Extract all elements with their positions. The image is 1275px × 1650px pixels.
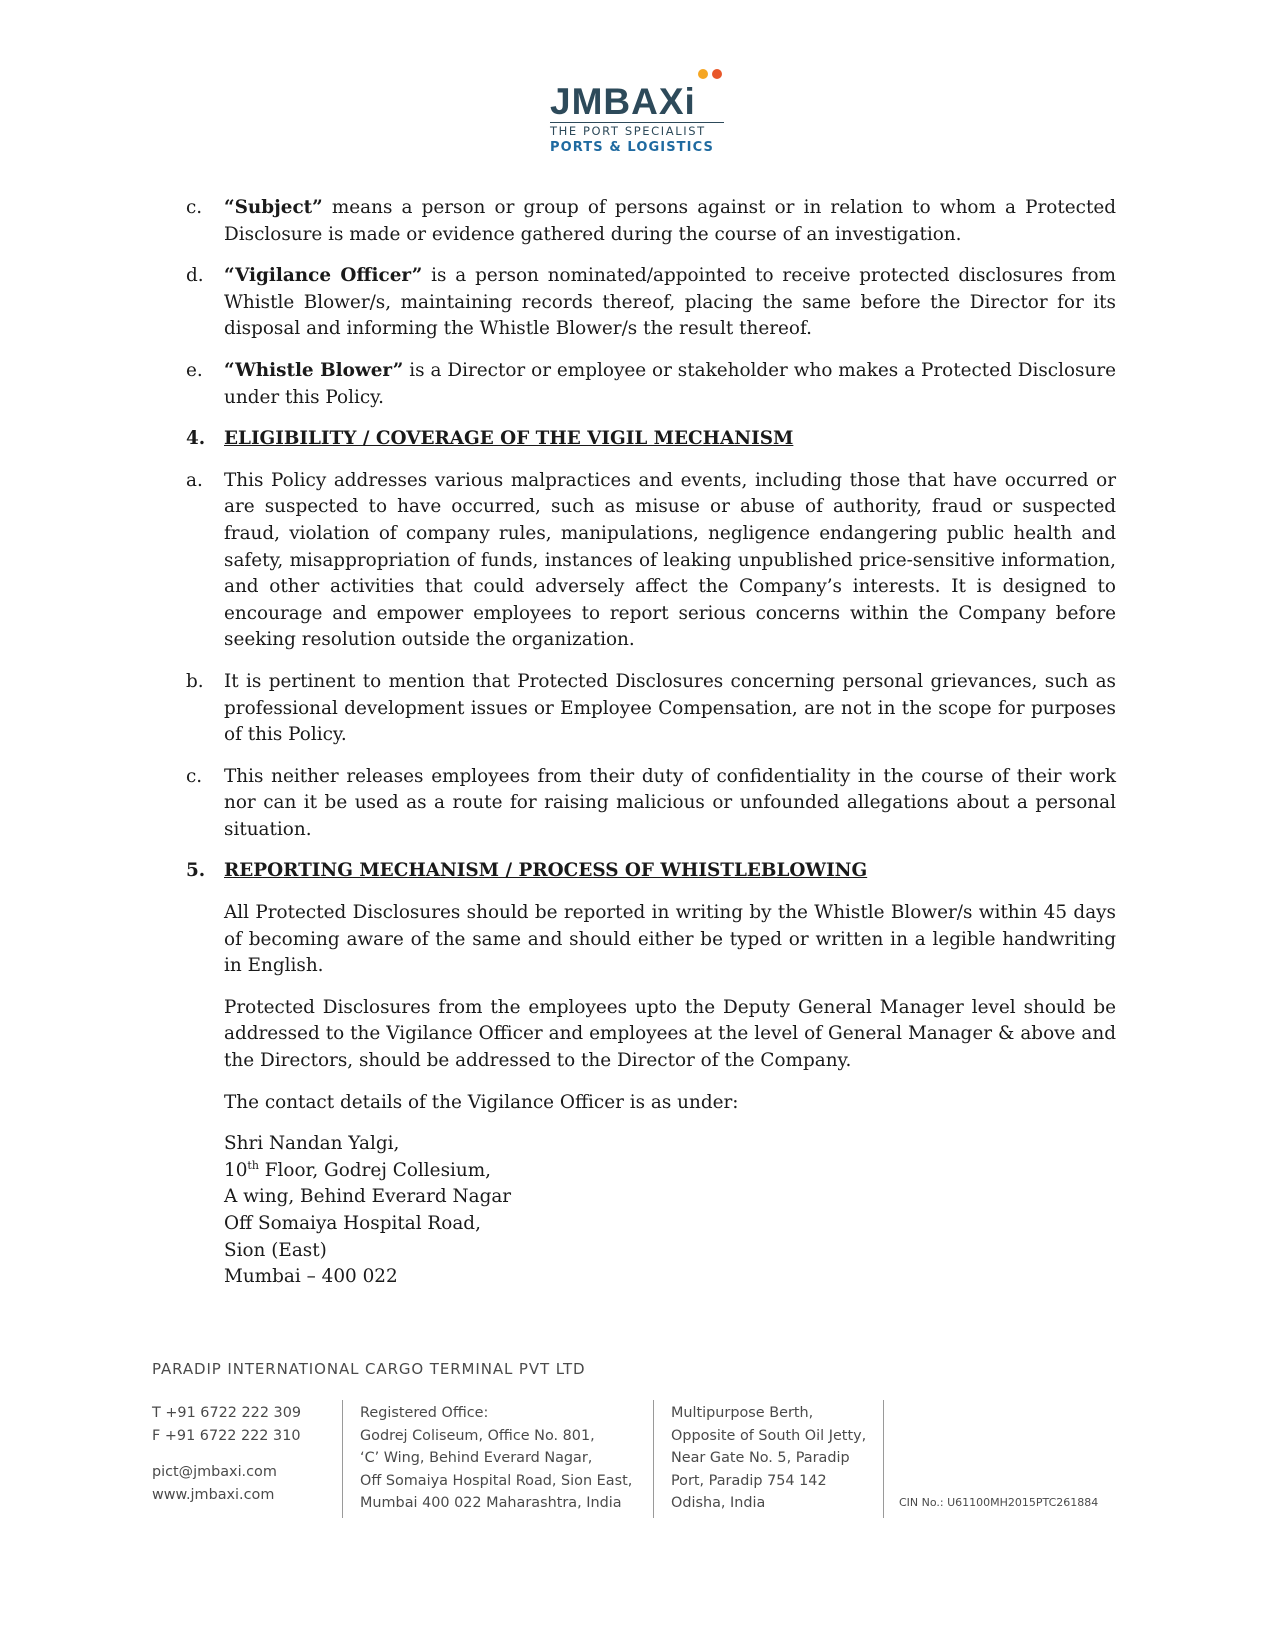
footer-fax: F +91 6722 222 310	[152, 1427, 301, 1444]
section-number: 5.	[186, 860, 206, 882]
footer-line: Odisha, India	[671, 1495, 766, 1512]
definition-vigilance-officer	[186, 263, 1116, 343]
definition-whistle-blower	[186, 358, 1116, 411]
item-text: This neither releases employees from their duty of confidentiality in the course of their work nor can it be used as a route for raising malicious or unfounded allegations about a personal situation.	[224, 765, 1116, 840]
address-line: 10th Floor, Godrej Collesium,	[224, 1158, 492, 1181]
footer-line: Port, Paradip 754 142	[671, 1472, 827, 1489]
definition-term: “Whistle Blower”	[224, 359, 404, 381]
definition-text: is a person nominated/appointed to receive protected disclosures from Whistle Blower/s, maintaining records thereof, placing the same before the Director for its disposal and informing the Whistle Blower/s the result thereof.	[224, 265, 1116, 340]
section-number: 4.	[186, 428, 206, 450]
list-marker: b.	[186, 670, 204, 692]
address-line: Mumbai – 400 022	[224, 1266, 398, 1288]
footer-line: ‘C’ Wing, Behind Everard Nagar,	[360, 1450, 593, 1467]
address-line: Off Somaiya Hospital Road,	[224, 1213, 481, 1234]
logo-subtitle: PORTS & LOGISTICS	[550, 140, 714, 155]
section-5-heading	[186, 858, 1116, 885]
vigilance-officer-address	[186, 1131, 1116, 1291]
address-line: A wing, Behind Everard Nagar	[224, 1186, 512, 1208]
item-text: This Policy addresses various malpractices and events, including those that have occurred or are suspected to have occurred, such as misuse or abuse of authority, fraud or suspected fraud, violation of company rules, manipulations, negligence endangering public health and safety, misappropriation of funds, instances of leaking unpublished price-sensitive information, and other activities that could adversely affect the Company’s interests. It is designed to encourage and empower employees to report serious concerns within the Company before seeking resolution outside the organization.	[224, 469, 1116, 651]
footer-line: Off Somaiya Hospital Road, Sion East,	[360, 1472, 633, 1489]
footer-company-name: PARADIP INTERNATIONAL CARGO TERMINAL PVT LTD	[152, 1360, 586, 1378]
footer-line: Godrej Coliseum, Office No. 801,	[360, 1427, 595, 1444]
footer-registered-office	[360, 1402, 632, 1515]
definition-text: is a Director or employee or stakeholder who makes a Protected Disclosure under this Policy.	[224, 359, 1116, 408]
definition-term: “Subject”	[224, 197, 323, 218]
definition-term: “Vigilance Officer”	[224, 265, 423, 287]
logo-tagline: THE PORT SPECIALIST	[550, 122, 724, 138]
section-5-paragraph: Protected Disclosures from the employees upto the Deputy General Manager level should be addressed to the Vigilance Officer and employees at the level of General Manager & above and the Directors, should be addressed to the Director of the Company.	[224, 996, 1116, 1072]
footer-cin: CIN No.: U61100MH2015PTC261884	[899, 1496, 1099, 1509]
footer-divider	[653, 1400, 654, 1518]
footer-site-address	[671, 1402, 866, 1515]
list-marker: e.	[186, 359, 203, 381]
definition-subject	[186, 195, 1116, 248]
section-title: ELIGIBILITY / COVERAGE OF THE VIGIL MECHANISM	[224, 428, 794, 450]
letterhead-footer	[152, 1360, 1132, 1520]
section-5-paragraph: All Protected Disclosures should be reported in writing by the Whistle Blower/s within 45 days of becoming aware of the same and should either be typed or written in a legible handwriting in English.	[224, 902, 1116, 977]
list-marker: c.	[186, 197, 203, 218]
logo-brand: JMBAXi	[550, 81, 696, 122]
company-logo	[550, 64, 730, 160]
definition-text: means a person or group of persons against or in relation to whom a Protected Disclosure is made or evidence gathered during the course of an investigation.	[224, 197, 1116, 245]
footer-line: Registered Office:	[360, 1405, 489, 1421]
list-marker: d.	[186, 265, 204, 287]
list-marker: c.	[186, 765, 203, 787]
section-4-item-c	[186, 764, 1116, 844]
item-text: It is pertinent to mention that Protected Disclosures concerning personal grievances, such as professional development issues or Employee Compensation, are not in the scope for purposes of this Policy.	[224, 670, 1116, 746]
address-line: Sion (East)	[224, 1239, 327, 1261]
list-marker: a.	[186, 469, 203, 491]
footer-line: Near Gate No. 5, Paradip	[671, 1450, 850, 1467]
section-4-item-b	[186, 669, 1116, 749]
footer-email-link[interactable]: pict@jmbaxi.com	[152, 1464, 277, 1481]
logo-dots-icon	[698, 66, 726, 84]
document-body	[186, 195, 1116, 1291]
footer-website-link[interactable]: www.jmbaxi.com	[152, 1486, 275, 1503]
section-4-item-a	[186, 468, 1116, 654]
section-title: REPORTING MECHANISM / PROCESS OF WHISTLEBLOWING	[224, 860, 868, 882]
footer-line: Mumbai 400 022 Maharashtra, India	[360, 1495, 622, 1512]
footer-line: Multipurpose Berth,	[671, 1405, 814, 1421]
footer-contact	[152, 1402, 301, 1506]
footer-divider	[342, 1400, 343, 1518]
address-line: Shri Nandan Yalgi,	[224, 1133, 400, 1155]
footer-phone: T +91 6722 222 309	[152, 1405, 302, 1421]
section-5-paragraph: The contact details of the Vigilance Officer is as under:	[224, 1091, 739, 1113]
footer-line: Opposite of South Oil Jetty,	[671, 1427, 867, 1444]
section-4-heading	[186, 426, 1116, 453]
footer-divider	[883, 1400, 884, 1518]
